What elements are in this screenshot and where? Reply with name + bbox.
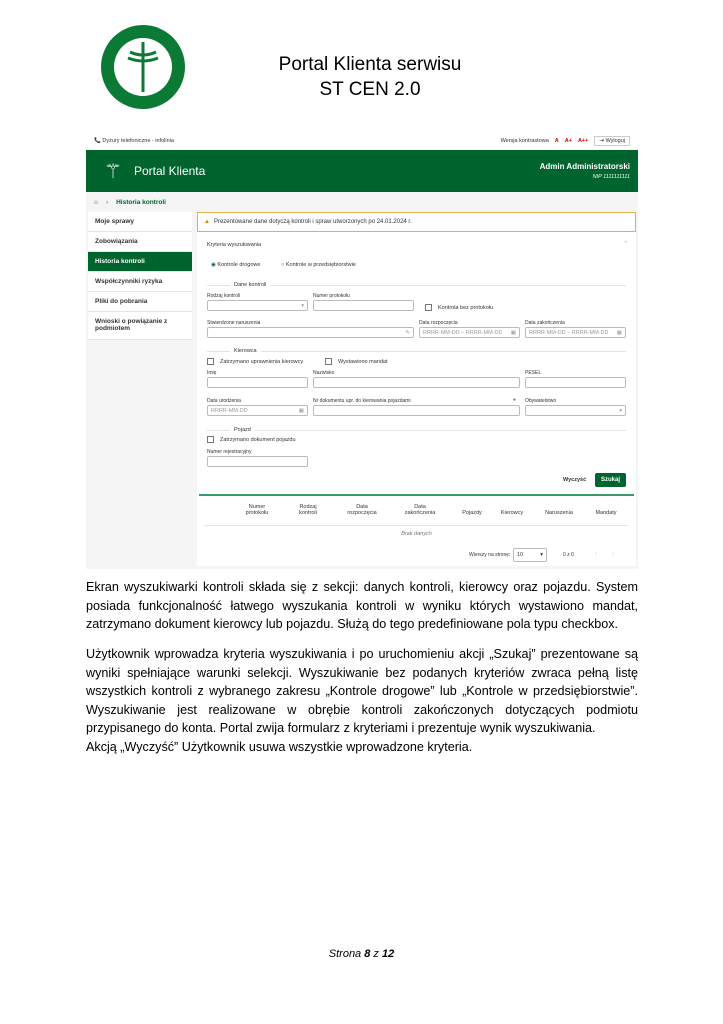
label-rodzaj: Rodzaj kontroli <box>207 293 241 299</box>
checkbox-label: Kontrola bez protokołu <box>438 304 494 311</box>
portal-screenshot <box>86 133 638 569</box>
prev-page-icon[interactable]: ‹ <box>595 551 597 557</box>
main-panel <box>197 212 636 566</box>
page-number: 8 <box>364 948 371 960</box>
rows-per-page-select[interactable]: 10 ▾ <box>513 548 547 562</box>
mandat-checkbox[interactable] <box>325 358 387 365</box>
rows-per-page-label: Wierszy na stronę: <box>469 552 511 558</box>
paragraph-3: Akcją „Wyczyść” Użytkownik usuwa wszystkie wprowadzone kryteria. <box>86 740 473 754</box>
infoline-link[interactable]: 📞 Dyżury telefoniczne - infolinia <box>94 138 174 144</box>
warning-icon: ▲ <box>204 219 210 225</box>
naruszenia-input[interactable] <box>207 327 414 338</box>
user-nip: NIP 1111111111 <box>592 174 630 180</box>
nr-rejestracyjny-input[interactable] <box>207 456 308 467</box>
checkbox-label: Zatrzymano uprawnienia kierowcy <box>220 358 304 365</box>
sidebar-item-pliki[interactable]: Pliki do pobrania <box>88 292 192 312</box>
col-data-zak[interactable]: Data zakończenia <box>404 504 436 516</box>
bez-protokolu-checkbox[interactable] <box>425 304 493 311</box>
edit-icon[interactable]: ✎ <box>405 329 410 336</box>
title-line-1: Portal Klienta serwisu <box>278 54 462 75</box>
page-total: 12 <box>381 948 395 960</box>
label-nr-rejestracyjny: Numer rejestracyjny <box>207 449 252 455</box>
checkbox-label: Wystawiono mandat <box>338 358 388 365</box>
home-icon[interactable]: ⌂ <box>94 198 98 206</box>
alert-text: Prezentowane dane dotyczą kontroli i spraw utworzonych po 24.01.2024 r. <box>213 219 412 225</box>
itd-seal-logo <box>100 24 186 110</box>
label-imie: Imię <box>207 370 217 376</box>
rodzaj-kontroli-select[interactable]: ▾ <box>207 300 308 311</box>
calendar-icon[interactable]: ▦ <box>298 407 304 414</box>
pagination-range: 0 z 0 <box>563 552 574 558</box>
search-button[interactable]: Szukaj <box>595 473 626 487</box>
page-footer <box>0 948 723 960</box>
contrast-link[interactable]: Wersja kontrastowa <box>500 138 549 144</box>
logo-icon: ⚚ <box>104 160 122 183</box>
placeholder: RRRR-MM-DD – RRRR-MM-DD <box>423 329 503 336</box>
next-page-icon[interactable]: › <box>612 551 614 557</box>
imie-input[interactable] <box>207 377 308 388</box>
paragraph-1: Ekran wyszukiwarki kontroli składa się z sekcji: danych kontroli, kierowcy oraz pojazdu. System posiada funkcjonalność łatwego wyszukania kontroli w wyniku których wystawiono mandat, zatrzymano dokument kierowcy lub pojazdu. Służą do tego predefiniowane pola typu checkbox. <box>86 580 638 632</box>
data-rozpoczecia-range[interactable] <box>419 327 520 338</box>
breadcrumb: ⌂ › Historia kontroli <box>94 198 166 206</box>
pesel-input[interactable] <box>525 377 626 388</box>
radio-label: Kontrole w przedsiębiorstwie <box>285 262 356 268</box>
obywatelstwo-select[interactable]: ▾ <box>525 405 626 416</box>
data-zakonczenia-range[interactable] <box>525 327 626 338</box>
placeholder: RRRR-MM-DD <box>211 407 248 414</box>
sidebar <box>88 212 192 340</box>
checkbox-label: Zatrzymano dokument pojazdu <box>220 436 296 443</box>
clear-button[interactable]: Wyczyść <box>563 477 587 483</box>
zatrzymano-dokument-checkbox[interactable] <box>207 436 296 443</box>
brand-name: Portal Klienta <box>133 164 206 178</box>
title-line-2: ST CEN 2.0 <box>319 79 421 100</box>
footer-prefix: Strona <box>328 948 365 960</box>
calendar-icon[interactable]: ▦ <box>510 329 516 336</box>
font-a-plus-plus[interactable]: A++ <box>577 138 589 144</box>
empty-message: Brak danych <box>401 531 432 537</box>
data-urodzenia-input[interactable] <box>207 405 308 416</box>
sidebar-item-wspolczynniki[interactable]: Współczynniki ryzyka <box>88 272 192 292</box>
label-naruszenia: Stwierdzone naruszenia <box>207 320 261 326</box>
collapse-icon[interactable]: ⌃ <box>623 241 628 247</box>
nr-dokumentu-input[interactable] <box>313 405 520 416</box>
group-pojazd: Pojazd <box>230 427 255 433</box>
label-obywatelstwo: Obywatelstwo <box>525 398 557 404</box>
numer-protokolu-input[interactable] <box>313 300 414 311</box>
criteria-title: Kryteria wyszukiwania <box>207 242 262 248</box>
font-a-plus[interactable]: A+ <box>564 138 572 144</box>
sidebar-item-wnioski[interactable]: Wnioski o powiązanie z podmiotem <box>88 312 192 340</box>
label-nazwisko: Nazwisko <box>313 370 335 376</box>
rows-value: 10 <box>517 552 524 558</box>
sidebar-item-historia-kontroli[interactable]: Historia kontroli <box>88 252 192 272</box>
radio-kontrole-przedsiebiorstwo[interactable]: ○ Kontrole w przedsiębiorstwie <box>281 262 356 268</box>
label-pesel: PESEL <box>525 370 542 376</box>
group-kierowca: Kierowca <box>230 348 261 354</box>
info-icon[interactable]: ● <box>513 397 517 403</box>
label-data-urodzenia: Data urodzenia <box>207 398 241 404</box>
nazwisko-input[interactable] <box>313 377 520 388</box>
group-dane-kontroli: Dane kontroli <box>230 282 270 288</box>
top-bar <box>86 133 638 149</box>
paragraph-2: Użytkownik wprowadza kryteria wyszukiwania i po uruchomieniu akcji „Szukaj” prezentowane są wyniki spełniające warunki selekcji. Wyszukiwanie bez podanych kryteriów zwraca pełną listę wszystkich kontroli z wybranego zakresu „Kontrole drogowe” lub „Kontrole w przedsiębiorstwie”. Wyszukiwanie jest realizowane w obrębie kontroli zakończonych dotyczących podmiotu przypisanego do konta. Portal zwija formularz z kryteriami i prezentuje wynik wyszukiwania. <box>86 647 638 736</box>
col-kierowcy[interactable]: Kierowcy <box>500 510 524 516</box>
calendar-icon[interactable]: ▦ <box>616 329 622 336</box>
sidebar-item-zobowiazania[interactable]: Zobowiązania <box>88 232 192 252</box>
placeholder: RRRR-MM-DD – RRRR-MM-DD <box>529 329 609 336</box>
col-numer[interactable]: Numer protokołu <box>245 504 269 516</box>
infoline-label: Dyżury telefoniczne - infolinia <box>102 138 174 144</box>
user-name: Admin Administratorski <box>539 162 630 171</box>
radio-kontrole-drogowe[interactable]: ◉ Kontrole drogowe <box>211 262 261 268</box>
font-a[interactable]: A <box>554 138 559 144</box>
label-numer: Numer protokołu <box>313 293 350 299</box>
breadcrumb-current: Historia kontroli <box>116 198 166 206</box>
radio-label: Kontrole drogowe <box>217 262 261 268</box>
label-data-rozp: Data rozpoczęcia <box>419 320 458 326</box>
col-data-rozp[interactable]: Data rozpoczęcia <box>347 504 377 516</box>
app-header <box>86 150 638 192</box>
footer-mid: z <box>370 948 382 960</box>
col-rodzaj[interactable]: Rodzaj kontroli <box>299 504 317 516</box>
info-alert <box>197 212 636 232</box>
col-pojazdy[interactable]: Pojazdy <box>462 510 482 516</box>
label-nr-dokumentu: Nr dokumentu upr. do kierowania pojazdami <box>313 398 411 404</box>
col-mandaty[interactable]: Mandaty <box>595 510 617 516</box>
zatrzymano-uprawnienia-checkbox[interactable] <box>207 358 303 365</box>
label-data-zak: Data zakończenia <box>525 320 565 326</box>
col-naruszenia[interactable]: Naruszenia <box>545 510 573 516</box>
logout-button[interactable]: ⇥ Wyloguj <box>594 136 630 146</box>
logout-label: Wyloguj <box>605 138 625 144</box>
sidebar-item-moje-sprawy[interactable]: Moje sprawy <box>88 212 192 232</box>
document-title <box>230 52 510 102</box>
